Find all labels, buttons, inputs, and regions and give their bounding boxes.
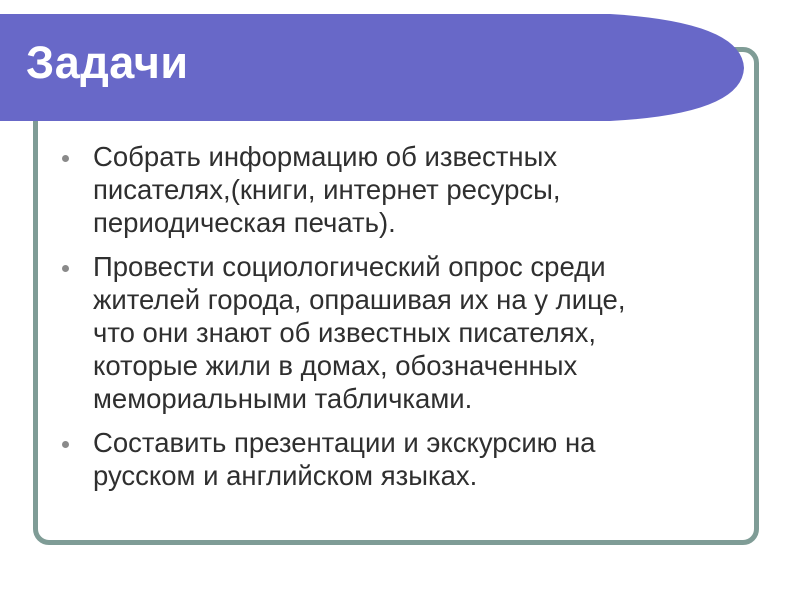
list-item-line: мемориальными табличками.: [93, 383, 473, 414]
bullet-icon: [62, 155, 69, 162]
list-item-line: которые жили в домах, обозначенных: [93, 350, 578, 381]
slide-title: Задачи: [26, 37, 189, 88]
bullet-icon: [62, 441, 69, 448]
list-item-line: Собрать информацию об известных: [93, 141, 558, 172]
list-item-line: Провести социологический опрос среди: [93, 251, 606, 282]
list-item-line: русском и английском языках.: [93, 460, 478, 491]
task-list: [62, 140, 722, 503]
list-item-line: писателях,(книги, интернет ресурсы,: [93, 174, 561, 205]
list-item-line: Составить презентации и экскурсию на: [93, 427, 596, 458]
list-item-line: что они знают об известных писателях,: [93, 317, 597, 348]
list-item-line: периодическая печать).: [93, 207, 396, 238]
list-item: [62, 140, 722, 239]
list-item-line: жителей города, опрашивая их на у лице,: [93, 284, 626, 315]
list-item: [62, 250, 722, 415]
list-item: [62, 426, 722, 492]
bullet-icon: [62, 265, 69, 272]
